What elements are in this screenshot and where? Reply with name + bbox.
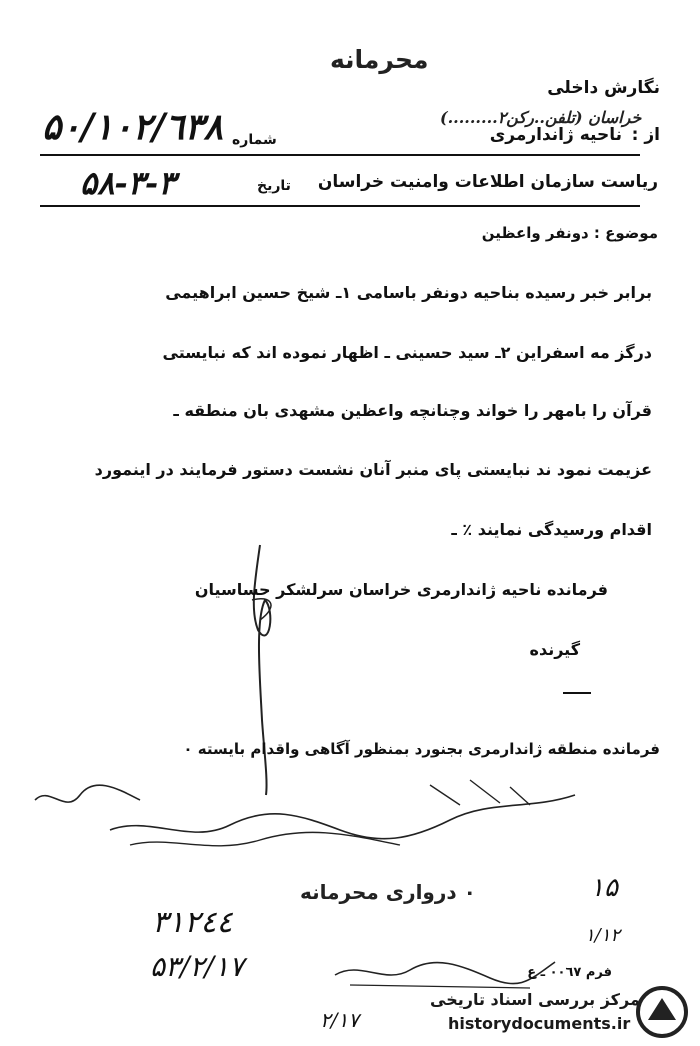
header-divider-2 — [40, 205, 640, 207]
form-label: فرم ٠٠٦٧ ـ ع — [527, 965, 612, 980]
recipient-entry: فرمانده منطقه ژاندارمری بجنورد بمنظور آگاهی واقدام بایسته ٠ — [183, 740, 660, 758]
signature-scribble — [230, 540, 310, 800]
body-line: برابر خبر رسیده بناحیه دونفر باسامی ۱ـ شیخ حسین ابراهیمی — [165, 283, 652, 302]
header-divider — [40, 154, 640, 156]
handwritten-bottom-note — [330, 950, 560, 990]
document-type: نگارش داخلی — [547, 78, 660, 98]
document-date: ۵٣-٣-٨ — [80, 164, 176, 202]
from-text: ناحیه ژاندارمری — [489, 125, 622, 145]
from-label: از : — [631, 125, 660, 145]
body-line: عزیمت نمود ند نبایستی پای منبر آنان نشست دستور فرمایند در اینمورد — [94, 460, 652, 479]
recipient-organization: ریاست سازمان اطلاعات وامنیت خراسان — [317, 172, 658, 192]
number-label: شماره — [232, 132, 277, 148]
body-line: قرآن را بامهر را خواند وچنانچه واعظین مشهدی بان منطقه ـ — [173, 401, 652, 420]
recipients-dash — [563, 692, 591, 694]
document-number: ۵٠/١٠٢/٦٣٨ — [42, 106, 223, 148]
page-mark-2: ١/١٢ — [585, 925, 621, 946]
watermark-name-fa: مرکز بررسی اسناد تاریخی — [430, 990, 640, 1009]
from-handwritten: خراسان (تلفن..رکن۲.........) — [440, 108, 642, 127]
recipients-label: گیرنده — [529, 640, 580, 659]
body-line: درگز مه اسفراین ۲ـ سید حسینی ـ اظهار نموده اند که نبایستی — [162, 343, 652, 362]
date-label: تاریخ — [257, 178, 291, 194]
handwritten-date: ۵٣/٢/١٧ — [150, 950, 245, 983]
page-mark: ۱۵ — [590, 873, 618, 903]
classification-stamp-bottom: ٠ درواری محرمانه — [300, 880, 476, 904]
footer-number: ٢/١٧ — [320, 1008, 359, 1032]
archive-logo-icon — [634, 984, 690, 1040]
body-line: اقدام ورسیدگی نمایند ٪ ـ — [451, 520, 652, 539]
archive-number: ٣١٢٤٤ — [152, 905, 233, 940]
handwritten-margin-note — [30, 775, 590, 865]
watermark-name-en: historydocuments.ir — [448, 1014, 631, 1033]
subject-line: موضوع : دونفر واعظین — [481, 224, 658, 242]
signer-title: فرمانده ناحیه ژاندارمری خراسان سرلشکر حساسیان — [194, 580, 608, 599]
classification-stamp: محرمانه — [330, 45, 429, 74]
